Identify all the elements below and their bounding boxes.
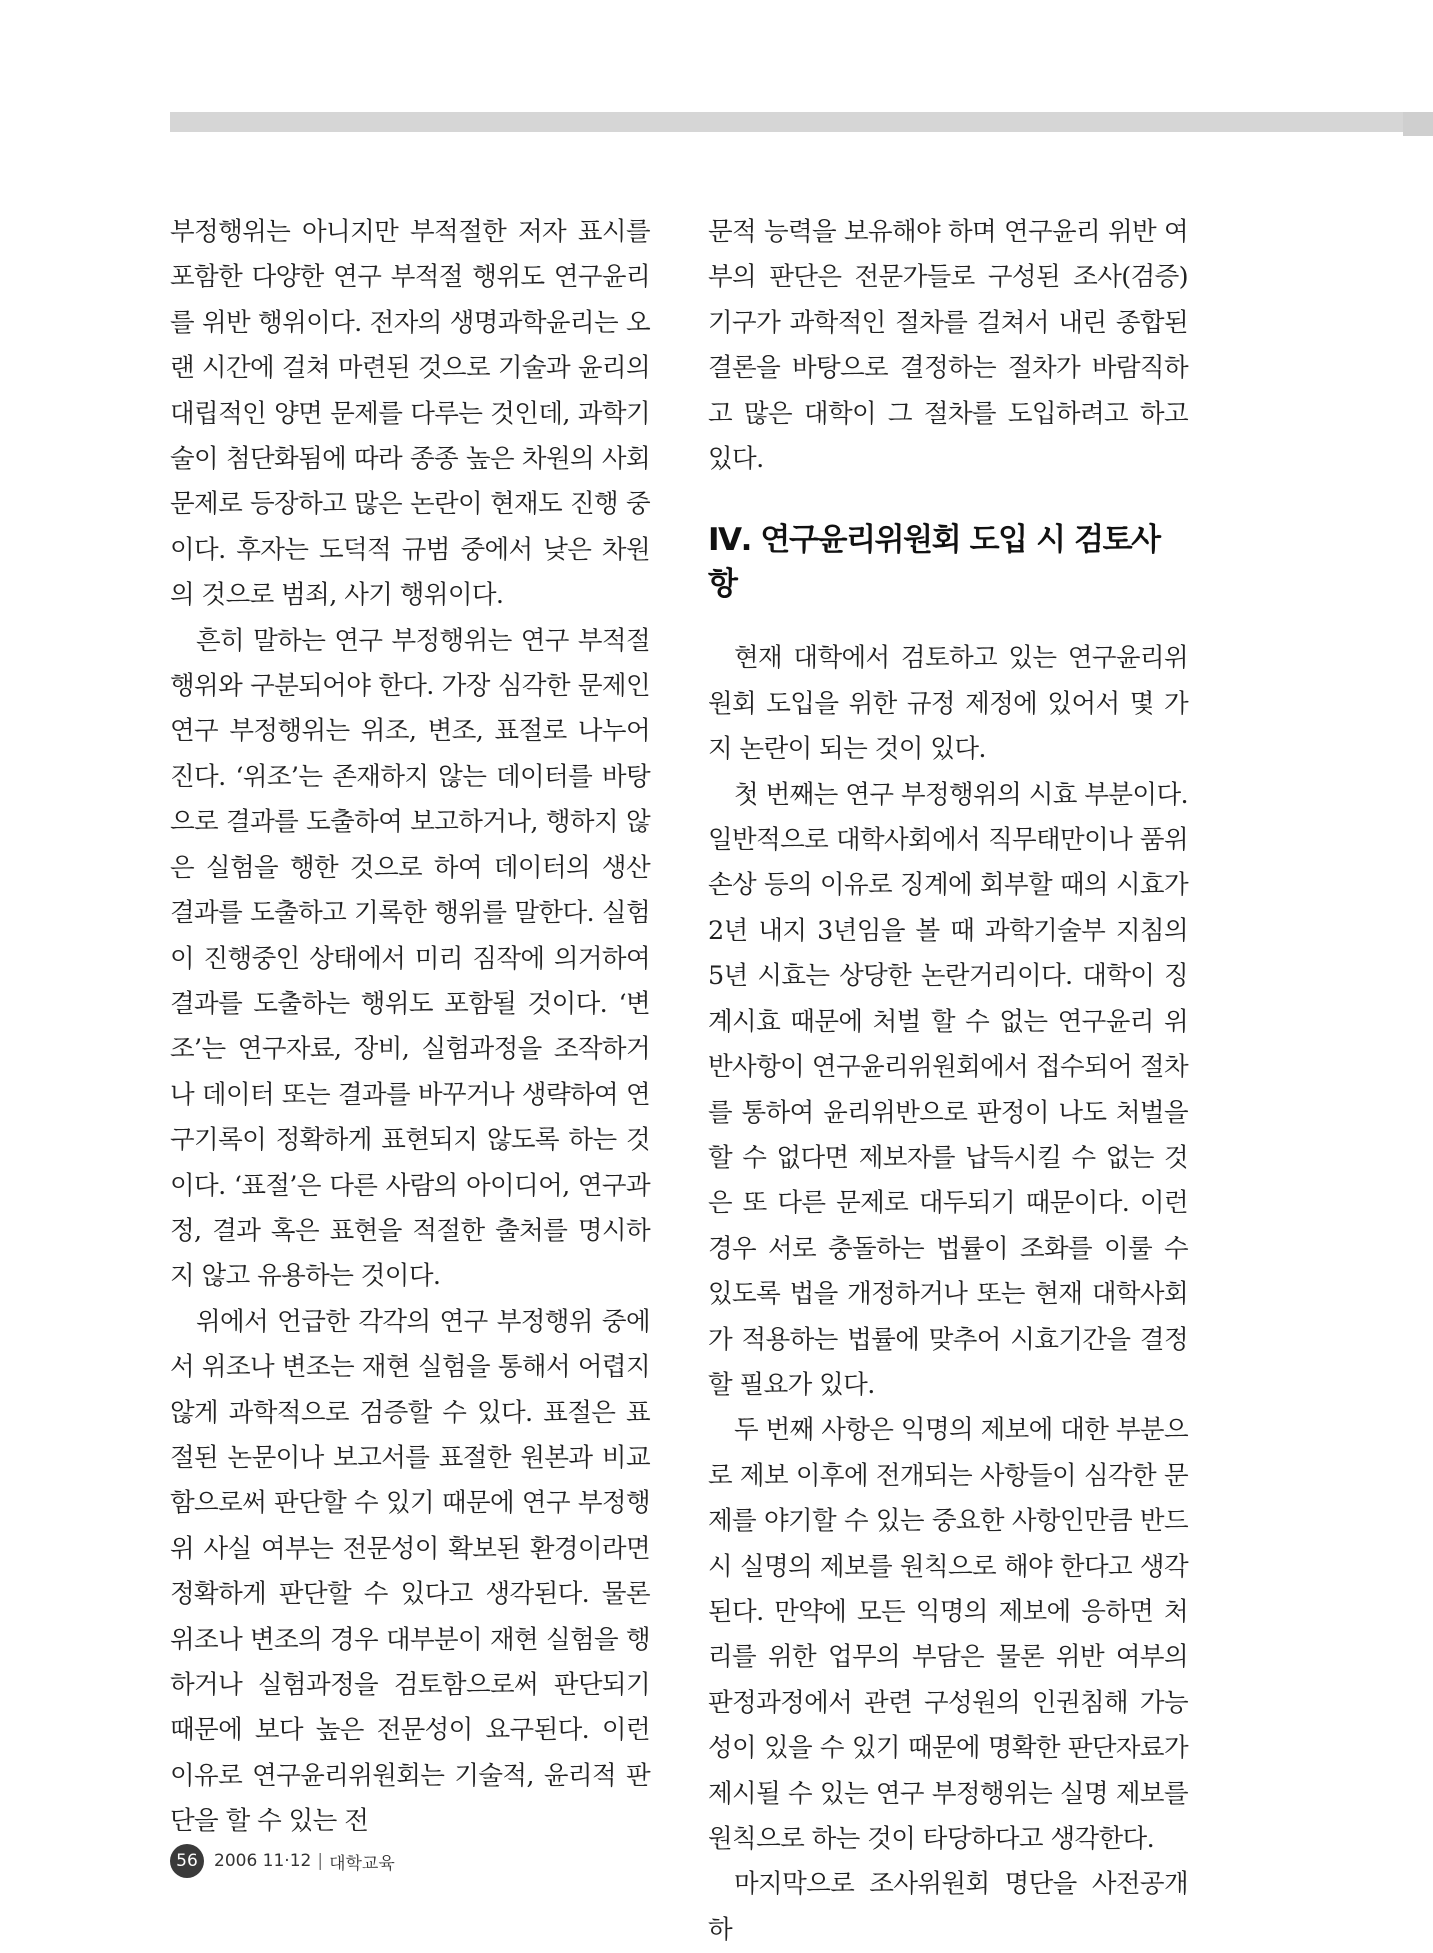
header-rule: [170, 112, 1403, 132]
page-footer: [170, 1843, 395, 1879]
right-column: [708, 210, 1188, 1953]
left-paragraph-3: 위에서 언급한 각각의 연구 부정행위 중에서 위조나 변조는 재현 실험을 통해서 어렵지 않게 과학적으로 검증할 수 있다. 표절은 표절된 논문이나 보고서를 표절한 원본과 비교함으로써 판단할 수 있기 때문에 연구 부정행위 사실 여부는 전문성이 확보된 환경이라면 정확하게 판단할 수 있다고 생각된다. 물론 위조나 변조의 경우 대부분이 재현 실험을 행하거나 실험과정을 검토함으로써 판단되기 때문에 보다 높은 전문성이 요구된다. 이런 이유로 연구윤리위원회는 기술적, 윤리적 판단을 할 수 있는 전: [170, 1306, 650, 1837]
left-column: [170, 210, 650, 1845]
right-intro-paragraph: 문적 능력을 보유해야 하며 연구윤리 위반 여부의 판단은 전문가들로 구성된 조사(검증) 기구가 과학적인 절차를 걸쳐서 내린 종합된 결론을 바탕으로 결정하는 절차가 바람직하고 많은 대학이 그 절차를 도입하려고 하고 있다.: [708, 217, 1188, 475]
right-paragraph-1: 현재 대학에서 검토하고 있는 연구윤리위원회 도입을 위한 규정 제정에 있어서 몇 가지 논란이 되는 것이 있다.: [708, 643, 1188, 765]
left-paragraph-2: 흔히 말하는 연구 부정행위는 연구 부적절 행위와 구분되어야 한다. 가장 심각한 문제인 연구 부정행위는 위조, 변조, 표절로 나누어진다. ‘위조’는 존재하지 않는 데이터를 바탕으로 결과를 도출하여 보고하거나, 행하지 않은 실험을 행한 것으로 하여 데이터의 생산 결과를 도출하고 기록한 행위를 말한다. 실험이 진행중인 상태에서 미리 짐작에 의거하여 결과를 도출하는 행위도 포함될 것이다. ‘변조’는 연구자료, 장비, 실험과정을 조작하거나 데이터 또는 결과를 바꾸거나 생략하여 연구기록이 정확하게 표현되지 않도록 하는 것이다. ‘표절’은 다른 사람의 아이디어, 연구과정, 결과 혹은 표현을 적절한 출처를 명시하지 않고 유용하는 것이다.: [170, 625, 650, 1292]
issue-label: 2006 11·12: [214, 1851, 312, 1871]
left-paragraph-1: 부정행위는 아니지만 부적절한 저자 표시를 포함한 다양한 연구 부적절 행위도 연구윤리를 위반 행위이다. 전자의 생명과학윤리는 오랜 시간에 걸쳐 마련된 것으로 기술과 윤리의 대립적인 양면 문제를 다루는 것인데, 과학기술이 첨단화됨에 따라 종종 높은 차원의 사회문제로 등장하고 많은 논란이 현재도 진행 중이다. 후자는 도덕적 규범 중에서 낮은 차원의 것으로 범죄, 사기 행위이다.: [170, 217, 650, 611]
footer-separator: |: [317, 1851, 324, 1871]
header-rule-tab: [1403, 112, 1433, 136]
right-paragraph-3: 두 번째 사항은 익명의 제보에 대한 부분으로 제보 이후에 전개되는 사항들이 심각한 문제를 야기할 수 있는 중요한 사항인만큼 반드시 실명의 제보를 원칙으로 해야 한다고 생각된다. 만약에 모든 익명의 제보에 응하면 처리를 위한 업무의 부담은 물론 위반 여부의 판정과정에서 관련 구성원의 인권침해 가능성이 있을 수 있기 때문에 명확한 판단자료가 제시될 수 있는 연구 부정행위는 실명 제보를 원칙으로 하는 것이 타당하다고 생각한다.: [708, 1415, 1188, 1854]
right-paragraph-2: 첫 번째는 연구 부정행위의 시효 부분이다. 일반적으로 대학사회에서 직무태만이나 품위손상 등의 이유로 징계에 회부할 때의 시효가 2년 내지 3년임을 볼 때 과학기술부 지침의 5년 시효는 상당한 논란거리이다. 대학이 징계시효 때문에 처벌 할 수 없는 연구윤리 위반사항이 연구윤리위원회에서 접수되어 절차를 통하여 윤리위반으로 판정이 나도 처벌을 할 수 없다면 제보자를 납득시킬 수 없는 것은 또 다른 문제로 대두되기 때문이다. 이런 경우 서로 충돌하는 법률이 조화를 이룰 수 있도록 법을 개정하거나 또는 현재 대학사회가 적용하는 법률에 맞추어 시효기간을 결정할 필요가 있다.: [708, 779, 1188, 1400]
section-heading: Ⅳ. 연구윤리위원회 도입 시 검토사항: [708, 522, 1160, 603]
right-paragraph-4: 마지막으로 조사위원회 명단을 사전공개하: [708, 1869, 1188, 1945]
publication-name: 대학교육: [329, 1853, 395, 1874]
page-number-badge: 56: [170, 1844, 204, 1878]
